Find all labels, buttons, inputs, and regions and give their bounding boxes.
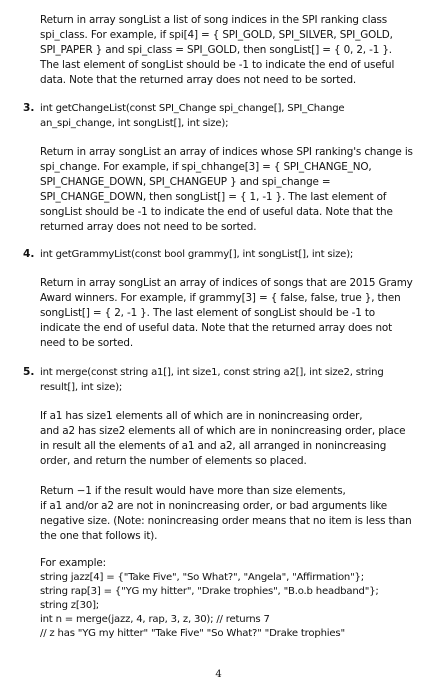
item-number: 3. (23, 102, 35, 114)
example-code-line: string jazz[4] = {"Take Five", "So What?", "Angela", "Affirmation"}; (40, 572, 364, 583)
item-number: 5. (23, 366, 35, 378)
description-line: indicate the end of useful data. Note that the returned array does not (40, 322, 393, 334)
description-line: Return −1 if the result would have more than size elements, (40, 485, 346, 497)
intro-line: The last element of songList should be -1 to indicate the end of useful (40, 59, 395, 71)
description-line: the one that follows it). (40, 530, 158, 542)
description-line: returned array does not need to be sorted. (40, 221, 257, 233)
description-line: and a2 has size2 elements all of which are in nonincreasing order, place (40, 425, 406, 437)
example-code-line: string rap[3] = {"YG my hitter", "Drake trophies", "B.o.b headband"}; (40, 586, 379, 597)
function-signature: an_spi_change, int songList[], int size); (40, 118, 229, 129)
description-line: songList[] = { 2, -1 }. The last element of songList should be -1 to (40, 307, 376, 319)
description-line: order, and return the number of elements so placed. (40, 455, 307, 467)
description-line: in result all the elements of a1 and a2, all arranged in nonincreasing (40, 440, 387, 452)
intro-line: SPI_PAPER } and spi_class = SPI_GOLD, then songList[] = { 0, 2, -1 }. (40, 44, 392, 56)
description-line: Award winners. For example, if grammy[3] = { false, false, true }, then (40, 292, 401, 304)
description-line: If a1 has size1 elements all of which are in nonincreasing order, (40, 410, 363, 422)
function-signature: int merge(const string a1[], int size1, const string a2[], int size2, string (40, 367, 384, 378)
description-line: songList should be -1 to indicate the end of useful data. Note that the (40, 206, 393, 218)
description-line: Return in array songList an array of indices whose SPI ranking's change is (40, 146, 413, 158)
description-line: if a1 and/or a2 are not in nonincreasing order, or bad arguments like (40, 500, 387, 512)
example-code-line: int n = merge(jazz, 4, rap, 3, z, 30); // returns 7 (40, 614, 270, 625)
item-number: 4. (23, 248, 35, 260)
function-signature: result[], int size); (40, 382, 123, 393)
description-line: need to be sorted. (40, 337, 134, 349)
description-line: SPI_CHANGE_DOWN, SPI_CHANGEUP } and spi_change = (40, 176, 331, 188)
description-line: spi_change. For example, if spi_chhange[3] = { SPI_CHANGE_NO, (40, 161, 372, 173)
example-label: For example: (40, 557, 106, 569)
example-code-line: // z has "YG my hitter" "Take Five" "So What?" "Drake trophies" (40, 628, 345, 639)
page-number: 4 (215, 669, 222, 680)
intro-line: Return in array songList a list of song indices in the SPI ranking class (40, 14, 388, 26)
example-code-line: string z[30]; (40, 600, 100, 611)
function-signature: int getGrammyList(const bool grammy[], int songList[], int size); (40, 249, 354, 260)
function-signature: int getChangeList(const SPI_Change spi_change[], SPI_Change (40, 103, 345, 114)
intro-line: data. Note that the returned array does not need to be sorted. (40, 74, 357, 86)
description-line: Return in array songList an array of indices of songs that are 2015 Gramy (40, 277, 413, 289)
description-line: negative size. (Note: nonincreasing order means that no item is less than (40, 515, 412, 527)
intro-line: spi_class. For example, if spi[4] = { SPI_GOLD, SPI_SILVER, SPI_GOLD, (40, 29, 393, 41)
description-line: SPI_CHANGE_DOWN, then songList[] = { 1, -1 }. The last element of (40, 191, 387, 203)
